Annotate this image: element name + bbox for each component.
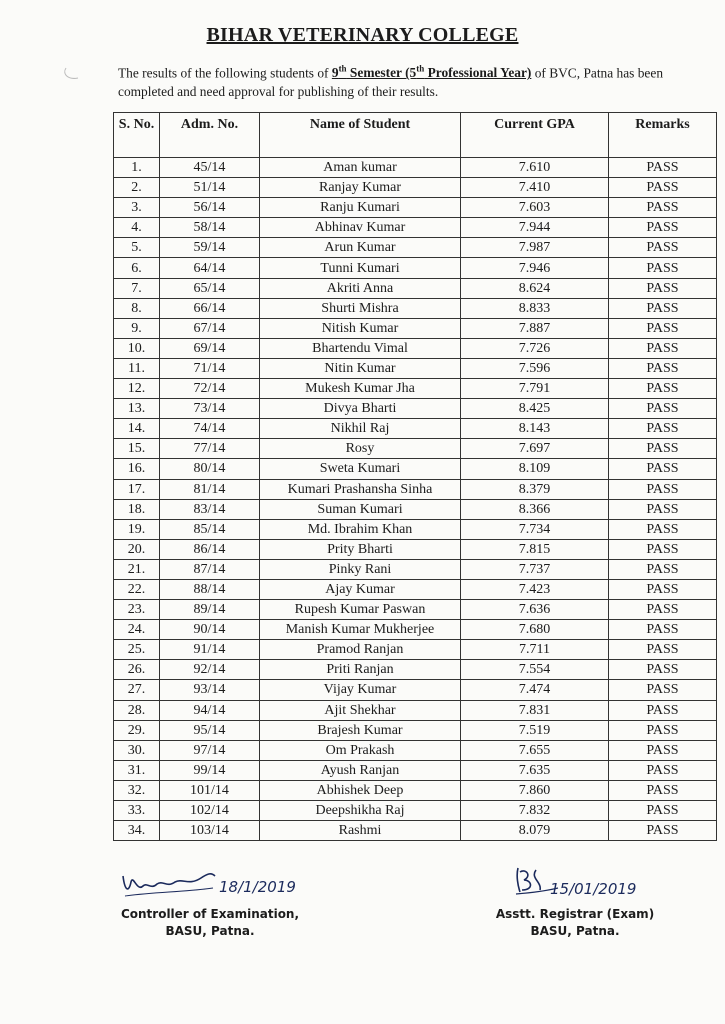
cell-current-gpa: 7.423 [461,579,609,599]
cell-current-gpa: 8.366 [461,499,609,519]
cell-student-name: Akriti Anna [260,278,461,298]
cell-remarks: PASS [609,358,717,378]
controller-signature-icon [115,862,305,902]
table-row [114,439,717,459]
cell-sno: 6. [114,258,160,278]
cell-adm-no: 66/14 [160,298,260,318]
cell-remarks: PASS [609,680,717,700]
cell-sno: 13. [114,399,160,419]
cell-sno: 12. [114,379,160,399]
cell-adm-no: 65/14 [160,278,260,298]
cell-student-name: Abhinav Kumar [260,218,461,238]
table-row [114,238,717,258]
cell-sno: 30. [114,740,160,760]
cell-remarks: PASS [609,700,717,720]
table-row [114,158,717,178]
cell-remarks: PASS [609,238,717,258]
cell-sno: 9. [114,318,160,338]
table-row [114,600,717,620]
cell-remarks: PASS [609,539,717,559]
cell-sno: 32. [114,780,160,800]
controller-title: Controller of Examination, [120,907,300,921]
cell-student-name: Rashmi [260,821,461,841]
cell-student-name: Suman Kumari [260,499,461,519]
cell-student-name: Ajit Shekhar [260,700,461,720]
cell-adm-no: 99/14 [160,760,260,780]
table-row [114,198,717,218]
cell-sno: 28. [114,700,160,720]
table-row [114,278,717,298]
cell-student-name: Ranjay Kumar [260,178,461,198]
cell-adm-no: 85/14 [160,519,260,539]
cell-adm-no: 93/14 [160,680,260,700]
table-row [114,459,717,479]
table-row [114,519,717,539]
cell-current-gpa: 7.519 [461,720,609,740]
cell-student-name: Mukesh Kumar Jha [260,379,461,399]
table-row [114,700,717,720]
cell-sno: 19. [114,519,160,539]
cell-remarks: PASS [609,740,717,760]
table-row [114,740,717,760]
cell-current-gpa: 8.143 [461,419,609,439]
cell-sno: 16. [114,459,160,479]
signature-block-controller [110,862,310,940]
cell-current-gpa: 8.425 [461,399,609,419]
cell-student-name: Arun Kumar [260,238,461,258]
cell-student-name: Kumari Prashansha Sinha [260,479,461,499]
cell-adm-no: 69/14 [160,338,260,358]
cell-adm-no: 103/14 [160,821,260,841]
cell-student-name: Vijay Kumar [260,680,461,700]
cell-adm-no: 81/14 [160,479,260,499]
cell-current-gpa: 7.610 [461,158,609,178]
cell-remarks: PASS [609,479,717,499]
cell-remarks: PASS [609,780,717,800]
table-row [114,479,717,499]
registrar-signature-date: 15/01/2019 [550,880,637,898]
cell-student-name: Om Prakash [260,740,461,760]
cell-current-gpa: 7.596 [461,358,609,378]
cell-current-gpa: 7.697 [461,439,609,459]
cell-sno: 23. [114,600,160,620]
cell-remarks: PASS [609,439,717,459]
cell-adm-no: 94/14 [160,700,260,720]
cell-sno: 27. [114,680,160,700]
intro-semester [332,65,532,80]
cell-current-gpa: 7.636 [461,600,609,620]
cell-sno: 26. [114,660,160,680]
cell-adm-no: 91/14 [160,640,260,660]
cell-sno: 21. [114,559,160,579]
cell-adm-no: 101/14 [160,780,260,800]
cell-student-name: Manish Kumar Mukherjee [260,620,461,640]
cell-remarks: PASS [609,760,717,780]
cell-remarks: PASS [609,158,717,178]
cell-sno: 34. [114,821,160,841]
cell-remarks: PASS [609,218,717,238]
table-row [114,318,717,338]
cell-remarks: PASS [609,559,717,579]
cell-remarks: PASS [609,278,717,298]
cell-student-name: Shurti Mishra [260,298,461,318]
header-current-gpa: Current GPA [461,113,609,158]
cell-sno: 33. [114,801,160,821]
cell-current-gpa: 7.474 [461,680,609,700]
cell-adm-no: 73/14 [160,399,260,419]
cell-current-gpa: 7.734 [461,519,609,539]
cell-remarks: PASS [609,801,717,821]
cell-sno: 20. [114,539,160,559]
cell-sno: 22. [114,579,160,599]
table-row [114,660,717,680]
cell-remarks: PASS [609,600,717,620]
cell-sno: 10. [114,338,160,358]
registrar-institution: BASU, Patna. [530,924,620,938]
cell-remarks: PASS [609,198,717,218]
table-row [114,379,717,399]
intro-semester-sup: th [338,64,347,74]
cell-current-gpa: 7.603 [461,198,609,218]
cell-current-gpa: 7.711 [461,640,609,660]
table-row [114,801,717,821]
cell-student-name: Sweta Kumari [260,459,461,479]
cell-current-gpa: 7.410 [461,178,609,198]
cell-current-gpa: 8.109 [461,459,609,479]
table-row [114,720,717,740]
cell-current-gpa: 7.987 [461,238,609,258]
intro-suffix: of BVC, Patna has been completed and need approval for publishing of their results. [118,65,664,100]
cell-remarks: PASS [609,821,717,841]
cell-sno: 8. [114,298,160,318]
cell-adm-no: 59/14 [160,238,260,258]
cell-remarks: PASS [609,459,717,479]
cell-student-name: Prity Bharti [260,539,461,559]
cell-remarks: PASS [609,298,717,318]
cell-sno: 17. [114,479,160,499]
cell-current-gpa: 7.832 [461,801,609,821]
cell-remarks: PASS [609,318,717,338]
cell-adm-no: 56/14 [160,198,260,218]
cell-student-name: Md. Ibrahim Khan [260,519,461,539]
cell-sno: 1. [114,158,160,178]
cell-student-name: Priti Ranjan [260,660,461,680]
cell-student-name: Ajay Kumar [260,579,461,599]
cell-sno: 25. [114,640,160,660]
table-row [114,399,717,419]
cell-adm-no: 74/14 [160,419,260,439]
cell-sno: 4. [114,218,160,238]
cell-adm-no: 83/14 [160,499,260,519]
intro-semester-number: 9 [331,65,339,81]
cell-current-gpa: 7.791 [461,379,609,399]
intro-prefix: The results of the following students of [118,65,332,81]
cell-sno: 7. [114,278,160,298]
cell-adm-no: 67/14 [160,318,260,338]
cell-current-gpa: 7.554 [461,660,609,680]
cell-current-gpa: 7.887 [461,318,609,338]
table-row [114,419,717,439]
cell-sno: 3. [114,198,160,218]
cell-adm-no: 89/14 [160,600,260,620]
header-sno: S. No. [114,113,160,158]
cell-remarks: PASS [609,519,717,539]
intro-year-rest: Professional Year) [424,65,532,81]
cell-adm-no: 95/14 [160,720,260,740]
table-row [114,298,717,318]
cell-current-gpa: 7.860 [461,780,609,800]
cell-student-name: Nikhil Raj [260,419,461,439]
header-student-name: Name of Student [260,113,461,158]
intro-year-sup: th [416,64,425,74]
intro-paragraph [118,60,703,101]
cell-sno: 5. [114,238,160,258]
cell-student-name: Nitish Kumar [260,318,461,338]
table-row [114,821,717,841]
table-row [114,579,717,599]
results-body [114,158,717,841]
cell-remarks: PASS [609,720,717,740]
cell-remarks: PASS [609,640,717,660]
table-row [114,499,717,519]
cell-adm-no: 72/14 [160,379,260,399]
cell-current-gpa: 7.831 [461,700,609,720]
cell-sno: 29. [114,720,160,740]
cell-sno: 31. [114,760,160,780]
cell-remarks: PASS [609,620,717,640]
cell-sno: 15. [114,439,160,459]
cell-student-name: Nitin Kumar [260,358,461,378]
cell-student-name: Brajesh Kumar [260,720,461,740]
table-row [114,539,717,559]
controller-institution: BASU, Patna. [165,924,255,938]
cell-current-gpa: 8.379 [461,479,609,499]
table-row [114,780,717,800]
cell-current-gpa: 7.655 [461,740,609,760]
cell-adm-no: 97/14 [160,740,260,760]
cell-sno: 2. [114,178,160,198]
cell-student-name: Pramod Ranjan [260,640,461,660]
cell-adm-no: 51/14 [160,178,260,198]
table-row [114,358,717,378]
header-remarks: Remarks [609,113,717,158]
margin-mark-icon [62,66,82,82]
table-row [114,338,717,358]
cell-current-gpa: 7.946 [461,258,609,278]
document-title: BIHAR VETERINARY COLLEGE [206,24,519,46]
cell-student-name: Aman kumar [260,158,461,178]
intro-semester-rest: Semester (5 [346,65,417,81]
table-row [114,640,717,660]
cell-current-gpa: 7.680 [461,620,609,640]
table-row [114,620,717,640]
cell-current-gpa: 7.726 [461,338,609,358]
cell-remarks: PASS [609,499,717,519]
cell-current-gpa: 7.944 [461,218,609,238]
cell-student-name: Divya Bharti [260,399,461,419]
cell-sno: 18. [114,499,160,519]
table-row [114,680,717,700]
table-header-row [114,113,717,158]
cell-remarks: PASS [609,338,717,358]
cell-student-name: Abhishek Deep [260,780,461,800]
cell-current-gpa: 8.833 [461,298,609,318]
cell-current-gpa: 8.624 [461,278,609,298]
cell-adm-no: 88/14 [160,579,260,599]
cell-sno: 24. [114,620,160,640]
cell-remarks: PASS [609,419,717,439]
cell-student-name: Rupesh Kumar Paswan [260,600,461,620]
cell-remarks: PASS [609,660,717,680]
cell-student-name: Tunni Kumari [260,258,461,278]
cell-student-name: Ayush Ranjan [260,760,461,780]
cell-student-name: Rosy [260,439,461,459]
table-row [114,218,717,238]
cell-adm-no: 86/14 [160,539,260,559]
cell-remarks: PASS [609,579,717,599]
cell-current-gpa: 8.079 [461,821,609,841]
table-row [114,258,717,278]
table-row [114,178,717,198]
cell-adm-no: 102/14 [160,801,260,821]
signature-block-registrar [490,862,660,940]
cell-adm-no: 71/14 [160,358,260,378]
cell-sno: 11. [114,358,160,378]
cell-adm-no: 58/14 [160,218,260,238]
cell-adm-no: 80/14 [160,459,260,479]
cell-adm-no: 45/14 [160,158,260,178]
cell-student-name: Pinky Rani [260,559,461,579]
registrar-signature-icon [490,862,660,902]
cell-sno: 14. [114,419,160,439]
cell-student-name: Ranju Kumari [260,198,461,218]
cell-current-gpa: 7.635 [461,760,609,780]
cell-adm-no: 64/14 [160,258,260,278]
controller-signature-date: 18/1/2019 [219,878,296,896]
header-adm-no: Adm. No. [160,113,260,158]
cell-adm-no: 90/14 [160,620,260,640]
cell-current-gpa: 7.815 [461,539,609,559]
cell-current-gpa: 7.737 [461,559,609,579]
cell-student-name: Bhartendu Vimal [260,338,461,358]
cell-remarks: PASS [609,258,717,278]
cell-adm-no: 92/14 [160,660,260,680]
table-row [114,760,717,780]
cell-adm-no: 87/14 [160,559,260,579]
cell-remarks: PASS [609,178,717,198]
cell-remarks: PASS [609,379,717,399]
cell-remarks: PASS [609,399,717,419]
table-row [114,559,717,579]
registrar-title: Asstt. Registrar (Exam) [495,907,655,921]
cell-student-name: Deepshikha Raj [260,801,461,821]
results-table [113,112,717,841]
cell-adm-no: 77/14 [160,439,260,459]
